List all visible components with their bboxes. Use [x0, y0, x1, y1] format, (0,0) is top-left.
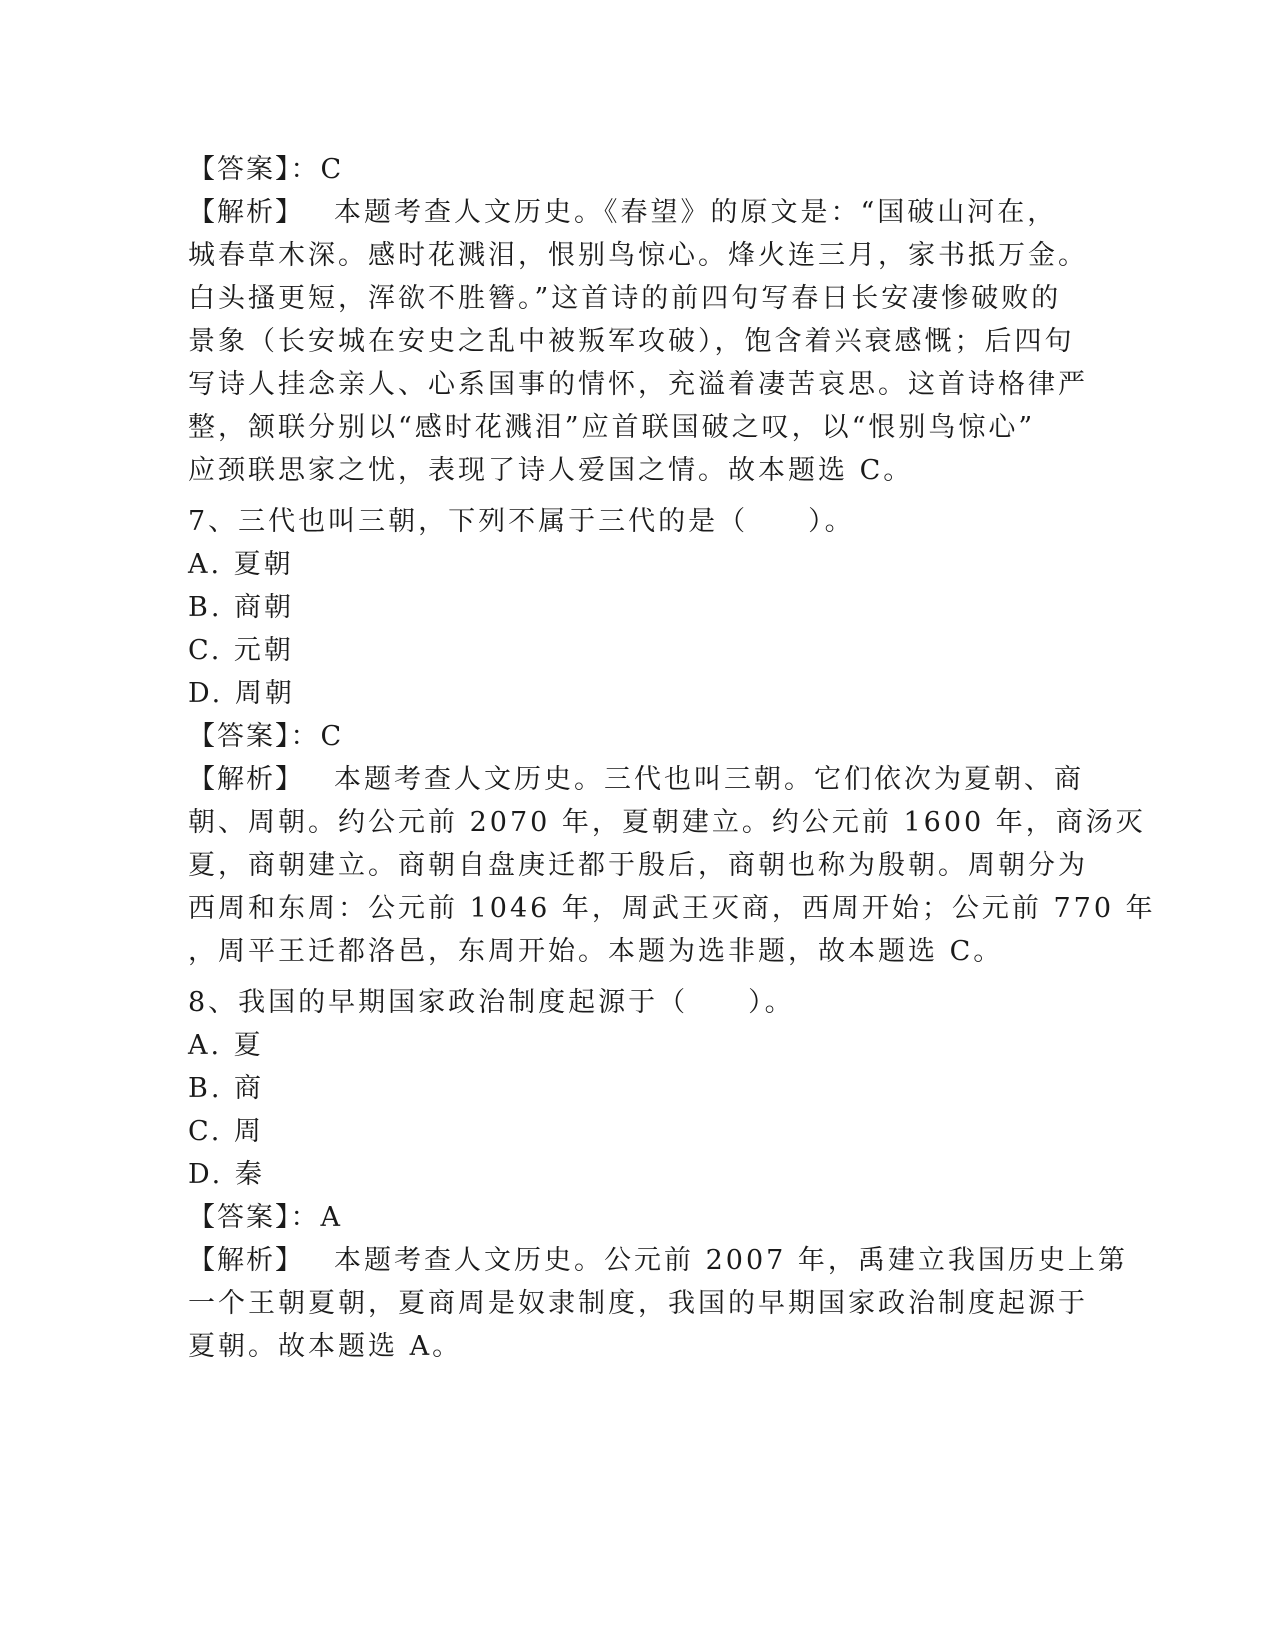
option-c: C. 周 [188, 1116, 264, 1147]
explanation-line: 一个王朝夏朝，夏商周是奴隶制度，我国的早期国家政治制度起源于 [188, 1288, 1088, 1319]
option-b: B. 商朝 [188, 592, 295, 623]
explanation-text: 本题考查人文历史。《春望》的原文是：“国破山河在， [334, 197, 1058, 228]
explanation-line: 夏朝。故本题选 A。 [188, 1331, 463, 1362]
option-a: A. 夏朝 [188, 549, 294, 580]
explanation-line: 西周和东周：公元前 1046 年，周武王灭商，西周开始；公元前 770 年 [188, 893, 1156, 924]
answer-label: 【答案】 [188, 1202, 291, 1233]
option-b: B. 商 [188, 1073, 265, 1104]
explanation-line: 写诗人挂念亲人、心系国事的情怀，充溢着凄苦哀思。这首诗格律严 [188, 369, 1088, 400]
explanation-line [188, 758, 1088, 801]
explanation-line [188, 1239, 1128, 1282]
explanation-text: 本题考查人文历史。三代也叫三朝。它们依次为夏朝、商 [334, 764, 1084, 795]
answer-separator: ： [290, 154, 321, 185]
explanation-text: 本题考查人文历史。公元前 2007 年，禹建立我国历史上第 [334, 1245, 1128, 1276]
page-content [188, 148, 1156, 1368]
explanation-line: 朝、周朝。约公元前 2070 年，夏朝建立。约公元前 1600 年，商汤灭 [188, 807, 1146, 838]
explanation-line: 夏，商朝建立。商朝自盘庚迁都于殷后，商朝也称为殷朝。周朝分为 [188, 850, 1088, 881]
answer-separator: ： [290, 721, 321, 752]
answer-value: A [320, 1202, 343, 1233]
option-d: D. 秦 [188, 1159, 265, 1190]
answer-line [188, 148, 1088, 191]
option-c: C. 元朝 [188, 635, 294, 666]
answer-line [188, 1196, 1088, 1239]
answer-label: 【答案】 [188, 154, 291, 185]
explanation-line: 白头搔更短，浑欲不胜簪。”这首诗的前四句写春日长安凄惨破败的 [188, 283, 1062, 314]
explanation-line: 应颈联思家之忧，表现了诗人爱国之情。故本题选 C。 [188, 455, 914, 486]
question-7: 7、三代也叫三朝，下列不属于三代的是（ ）。 [188, 506, 855, 537]
answer-line [188, 715, 1088, 758]
option-d: D. 周朝 [188, 678, 295, 709]
explanation-label: 【解析】 [188, 197, 304, 228]
explanation-line: 城春草木深。感时花溅泪，恨别鸟惊心。烽火连三月，家书抵万金。 [188, 240, 1088, 271]
option-a: A. 夏 [188, 1030, 264, 1061]
answer-label: 【答案】 [188, 721, 291, 752]
answer-value: C [320, 721, 345, 752]
explanation-line: ，周平王迁都洛邑，东周开始。本题为选非题，故本题选 C。 [188, 936, 1004, 967]
explanation-label: 【解析】 [188, 764, 304, 795]
explanation-line: 景象（长安城在安史之乱中被叛军攻破），饱含着兴衰感慨；后四句 [188, 326, 1075, 357]
question-8: 8、我国的早期国家政治制度起源于（ ）。 [188, 987, 795, 1018]
answer-value: C [320, 154, 345, 185]
answer-separator: ： [290, 1202, 321, 1233]
explanation-line: 整，颔联分别以“感时花溅泪”应首联国破之叹，以“恨别鸟惊心” [188, 412, 1036, 443]
explanation-line [188, 191, 1088, 234]
explanation-label: 【解析】 [188, 1245, 304, 1276]
